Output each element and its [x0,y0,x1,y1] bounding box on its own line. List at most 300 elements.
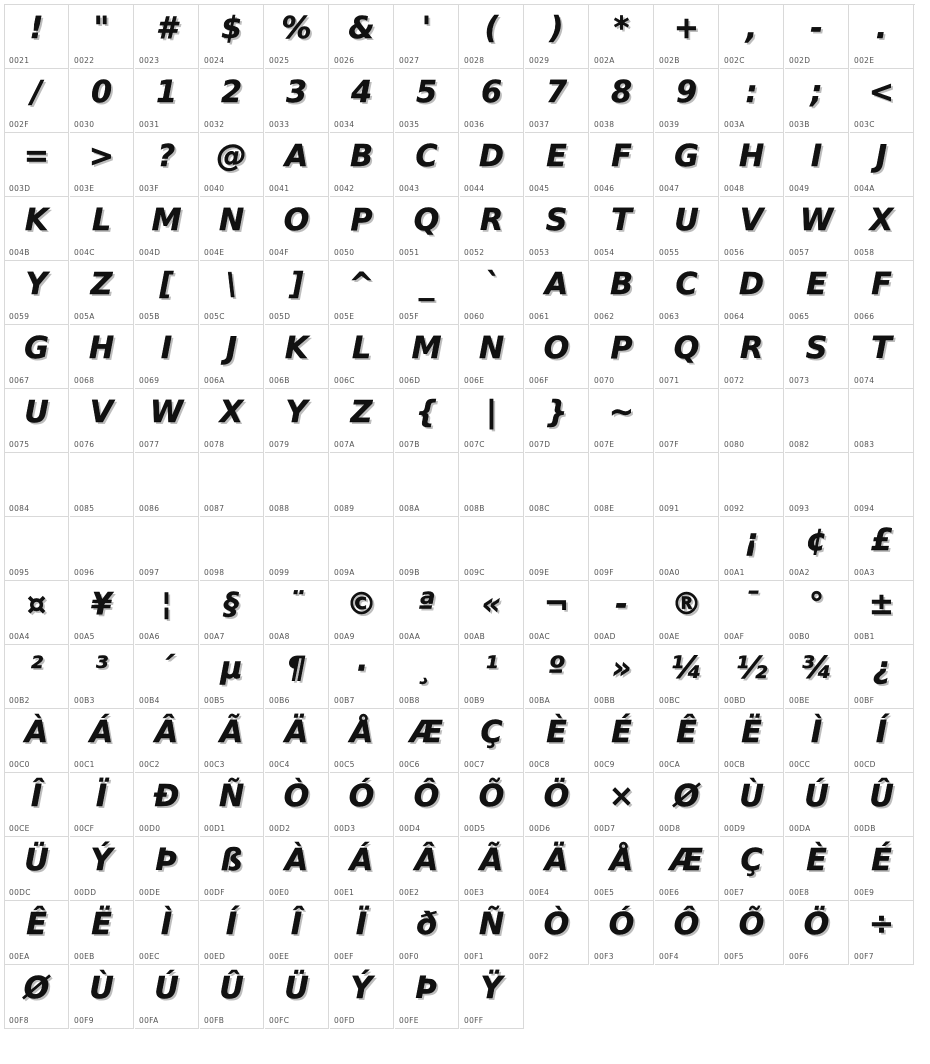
glyph-codepoint-label: 00C2 [139,760,160,769]
glyph-cell[interactable] [395,325,459,389]
glyph-cell[interactable] [330,453,394,517]
glyph-character: B [610,267,633,302]
glyph-character: ± [868,587,895,622]
glyph-cell[interactable] [785,389,849,453]
glyph-codepoint-label: 00ED [204,952,226,961]
glyph-cell[interactable] [5,517,69,581]
glyph-cell[interactable] [850,5,914,69]
glyph-cell[interactable] [460,453,524,517]
glyph-codepoint-label: 003C [854,120,875,129]
glyph-cell[interactable] [850,133,914,197]
glyph-cell[interactable] [200,965,264,1029]
glyph-codepoint-label: 0084 [9,504,30,513]
glyph-cell[interactable] [785,453,849,517]
glyph-cell[interactable] [265,901,329,965]
glyph-cell[interactable] [330,5,394,69]
glyph-cell[interactable] [460,581,524,645]
glyph-cell[interactable] [850,453,914,517]
glyph-codepoint-label: 0031 [139,120,160,129]
glyph-cell[interactable] [590,325,654,389]
glyph-cell[interactable] [395,901,459,965]
glyph-codepoint-label: 0057 [789,248,810,257]
glyph-cell[interactable] [785,5,849,69]
glyph-cell[interactable] [590,773,654,837]
glyph-cell[interactable] [655,645,719,709]
glyph-cell[interactable] [200,325,264,389]
glyph-codepoint-label: 00F2 [529,952,549,961]
glyph-cell[interactable] [720,5,784,69]
glyph-cell[interactable] [200,197,264,261]
glyph-codepoint-label: 0032 [204,120,225,129]
glyph-cell[interactable] [330,965,394,1029]
glyph-cell[interactable] [460,645,524,709]
glyph-cell[interactable] [200,69,264,133]
glyph-cell[interactable] [200,709,264,773]
glyph-codepoint-label: 00FB [204,1016,225,1025]
glyph-cell[interactable] [135,773,199,837]
glyph-cell[interactable] [135,965,199,1029]
glyph-codepoint-label: 00B3 [74,696,95,705]
glyph-cell[interactable] [720,133,784,197]
glyph-codepoint-label: 00F4 [659,952,679,961]
glyph-cell[interactable] [135,901,199,965]
glyph-cell[interactable] [525,901,589,965]
glyph-codepoint-label: 0027 [399,56,420,65]
glyph-cell[interactable] [850,773,914,837]
glyph-cell[interactable] [70,325,134,389]
glyph-codepoint-label: 00D4 [399,824,421,833]
glyph-cell[interactable] [525,261,589,325]
glyph-cell[interactable] [850,389,914,453]
glyph-character: , [745,11,758,46]
glyph-cell[interactable] [720,453,784,517]
glyph-character: Ù [739,779,764,814]
glyph-cell[interactable] [460,197,524,261]
glyph-character: Ÿ [480,971,503,1006]
glyph-cell[interactable] [135,709,199,773]
glyph-cell[interactable] [200,645,264,709]
glyph-codepoint-label: 0024 [204,56,225,65]
glyph-codepoint-label: 0066 [854,312,875,321]
glyph-cell[interactable] [5,197,69,261]
glyph-cell[interactable] [135,133,199,197]
glyph-character [395,519,458,563]
glyph-cell[interactable] [330,133,394,197]
glyph-codepoint-label: 006B [269,376,290,385]
glyph-codepoint-label: 0033 [269,120,290,129]
glyph-cell[interactable] [330,389,394,453]
glyph-cell[interactable] [850,517,914,581]
glyph-cell[interactable] [265,645,329,709]
glyph-codepoint-label: 0025 [269,56,290,65]
glyph-character: ß [220,843,243,878]
glyph-cell[interactable] [460,325,524,389]
glyph-cell[interactable] [525,197,589,261]
glyph-cell[interactable] [720,69,784,133]
glyph-cell[interactable] [785,69,849,133]
glyph-cell[interactable] [460,5,524,69]
glyph-cell[interactable] [135,517,199,581]
glyph-character: Á [349,843,374,878]
glyph-character: Û [219,971,244,1006]
glyph-character: K [284,331,309,366]
glyph-cell[interactable] [525,773,589,837]
glyph-cell[interactable] [265,453,329,517]
glyph-cell[interactable] [785,837,849,901]
glyph-cell[interactable] [265,581,329,645]
glyph-codepoint-label: 0074 [854,376,875,385]
glyph-cell[interactable] [265,197,329,261]
glyph-cell[interactable] [135,197,199,261]
glyph-cell[interactable] [330,901,394,965]
glyph-cell[interactable] [655,453,719,517]
glyph-cell[interactable] [785,133,849,197]
glyph-cell[interactable] [720,581,784,645]
glyph-cell[interactable] [525,389,589,453]
glyph-cell[interactable] [70,389,134,453]
glyph-codepoint-label: 00FF [464,1016,484,1025]
glyph-cell[interactable] [525,837,589,901]
glyph-cell[interactable] [5,325,69,389]
glyph-cell[interactable] [655,389,719,453]
glyph-cell[interactable] [200,5,264,69]
glyph-codepoint-label: 006A [204,376,225,385]
glyph-codepoint-label: 0041 [269,184,290,193]
glyph-cell[interactable] [395,261,459,325]
glyph-cell[interactable] [460,389,524,453]
glyph-cell[interactable] [330,69,394,133]
glyph-cell[interactable] [655,837,719,901]
glyph-cell[interactable] [5,133,69,197]
glyph-cell[interactable] [70,645,134,709]
glyph-cell[interactable] [720,709,784,773]
glyph-cell[interactable] [720,261,784,325]
glyph-cell[interactable] [330,773,394,837]
glyph-cell[interactable] [5,581,69,645]
glyph-cell[interactable] [525,325,589,389]
glyph-codepoint-label: 00C4 [269,760,290,769]
glyph-cell[interactable] [720,517,784,581]
glyph-cell[interactable] [330,581,394,645]
glyph-cell[interactable] [200,133,264,197]
glyph-cell[interactable] [265,517,329,581]
glyph-cell[interactable] [525,517,589,581]
glyph-character: $ [221,11,242,46]
glyph-cell[interactable] [655,197,719,261]
glyph-character: T [871,331,892,366]
glyph-codepoint-label: 0078 [204,440,225,449]
glyph-character: ¾ [800,651,833,686]
glyph-cell[interactable] [460,133,524,197]
glyph-cell[interactable] [395,69,459,133]
glyph-cell[interactable] [850,837,914,901]
glyph-character: A [284,139,309,174]
glyph-cell[interactable] [70,261,134,325]
glyph-cell[interactable] [265,325,329,389]
glyph-cell[interactable] [5,645,69,709]
glyph-cell[interactable] [460,773,524,837]
glyph-cell[interactable] [395,517,459,581]
glyph-cell[interactable] [70,517,134,581]
glyph-codepoint-label: 00DB [854,824,876,833]
glyph-codepoint-label: 0097 [139,568,160,577]
glyph-cell[interactable] [850,901,914,965]
glyph-codepoint-label: 0049 [789,184,810,193]
glyph-cell[interactable] [70,5,134,69]
glyph-cell[interactable] [590,901,654,965]
glyph-codepoint-label: 00AF [724,632,745,641]
glyph-cell[interactable] [70,69,134,133]
glyph-cell[interactable] [135,645,199,709]
glyph-cell[interactable] [70,965,134,1029]
glyph-cell[interactable] [460,901,524,965]
glyph-cell[interactable] [460,709,524,773]
glyph-codepoint-label: 00BB [594,696,616,705]
glyph-cell[interactable] [785,517,849,581]
glyph-character: Þ [155,843,178,878]
glyph-cell[interactable] [395,645,459,709]
glyph-cell[interactable] [395,133,459,197]
glyph-cell[interactable] [590,453,654,517]
glyph-cell[interactable] [70,581,134,645]
glyph-codepoint-label: 00F5 [724,952,744,961]
glyph-character: Ô [673,907,700,942]
glyph-cell[interactable] [785,901,849,965]
glyph-cell[interactable] [850,709,914,773]
glyph-cell[interactable] [655,773,719,837]
glyph-cell[interactable] [265,133,329,197]
glyph-cell[interactable] [460,69,524,133]
glyph-cell[interactable] [720,389,784,453]
glyph-cell[interactable] [785,581,849,645]
glyph-cell[interactable] [525,133,589,197]
glyph-cell[interactable] [265,709,329,773]
glyph-cell[interactable] [330,517,394,581]
glyph-cell[interactable] [655,69,719,133]
glyph-cell[interactable] [265,837,329,901]
glyph-cell[interactable] [70,773,134,837]
glyph-cell[interactable] [5,901,69,965]
glyph-character: Å [609,843,634,878]
glyph-cell[interactable] [330,709,394,773]
glyph-character: Ø [23,971,50,1006]
glyph-cell[interactable] [200,517,264,581]
glyph-cell[interactable] [5,453,69,517]
glyph-cell[interactable] [200,837,264,901]
glyph-cell[interactable] [395,453,459,517]
glyph-cell[interactable] [265,261,329,325]
glyph-cell[interactable] [5,261,69,325]
glyph-character: T [611,203,632,238]
glyph-cell[interactable] [330,325,394,389]
glyph-cell[interactable] [135,837,199,901]
glyph-cell[interactable] [460,517,524,581]
glyph-codepoint-label: 00D8 [659,824,681,833]
glyph-cell[interactable] [330,645,394,709]
glyph-cell[interactable] [460,261,524,325]
glyph-character: F [611,139,632,174]
glyph-cell[interactable] [395,389,459,453]
glyph-cell[interactable] [330,261,394,325]
glyph-cell[interactable] [460,965,524,1029]
glyph-character: R [739,331,764,366]
glyph-cell[interactable] [5,965,69,1029]
glyph-cell[interactable] [200,261,264,325]
glyph-cell[interactable] [655,581,719,645]
glyph-codepoint-label: 007D [529,440,551,449]
glyph-cell[interactable] [525,453,589,517]
glyph-cell[interactable] [590,133,654,197]
glyph-cell[interactable] [590,517,654,581]
glyph-cell[interactable] [785,645,849,709]
glyph-cell[interactable] [850,325,914,389]
glyph-cell[interactable] [265,965,329,1029]
glyph-cell[interactable] [785,197,849,261]
glyph-cell[interactable] [265,69,329,133]
glyph-cell[interactable] [460,837,524,901]
glyph-cell[interactable] [135,389,199,453]
glyph-cell[interactable] [785,261,849,325]
glyph-cell[interactable] [655,261,719,325]
glyph-character: / [31,75,42,110]
glyph-cell[interactable] [265,389,329,453]
glyph-cell[interactable] [70,837,134,901]
glyph-codepoint-label: 0050 [334,248,355,257]
glyph-cell[interactable] [330,837,394,901]
glyph-cell[interactable] [135,5,199,69]
glyph-character: Ü [24,843,49,878]
glyph-cell[interactable] [525,709,589,773]
glyph-cell[interactable] [200,389,264,453]
glyph-codepoint-label: 007E [594,440,615,449]
glyph-cell[interactable] [330,197,394,261]
glyph-cell[interactable] [135,69,199,133]
glyph-cell[interactable] [395,773,459,837]
glyph-cell[interactable] [395,837,459,901]
glyph-character: É [871,843,892,878]
glyph-cell[interactable] [850,645,914,709]
glyph-character: M [411,331,442,366]
glyph-cell[interactable] [590,261,654,325]
glyph-cell[interactable] [590,581,654,645]
glyph-character [525,455,588,499]
glyph-cell[interactable] [70,453,134,517]
glyph-cell[interactable] [5,837,69,901]
glyph-cell[interactable] [395,581,459,645]
glyph-codepoint-label: 00D3 [334,824,356,833]
glyph-cell[interactable] [850,581,914,645]
glyph-codepoint-label: 007F [659,440,679,449]
glyph-character: ¥ [91,587,112,622]
glyph-cell[interactable] [395,197,459,261]
glyph-character: 0 [91,75,112,110]
glyph-cell[interactable] [590,645,654,709]
glyph-character: X [219,395,244,430]
glyph-cell[interactable] [525,645,589,709]
glyph-cell[interactable] [135,581,199,645]
glyph-cell[interactable] [720,901,784,965]
glyph-cell[interactable] [5,709,69,773]
glyph-codepoint-label: 0079 [269,440,290,449]
glyph-cell[interactable] [200,901,264,965]
glyph-cell[interactable] [70,709,134,773]
glyph-codepoint-label: 0036 [464,120,485,129]
glyph-cell[interactable] [785,325,849,389]
glyph-cell[interactable] [200,453,264,517]
glyph-codepoint-label: 00EB [74,952,95,961]
glyph-cell[interactable] [655,709,719,773]
glyph-character: Î [290,907,303,942]
glyph-cell[interactable] [200,581,264,645]
glyph-cell[interactable] [785,773,849,837]
glyph-cell[interactable] [70,901,134,965]
glyph-cell[interactable] [70,133,134,197]
glyph-cell[interactable] [720,837,784,901]
glyph-character: Þ [415,971,438,1006]
glyph-cell[interactable] [720,645,784,709]
glyph-cell[interactable] [850,261,914,325]
glyph-codepoint-label: 006D [399,376,421,385]
glyph-cell[interactable] [655,5,719,69]
glyph-cell[interactable] [135,325,199,389]
glyph-cell[interactable] [525,581,589,645]
glyph-codepoint-label: 00CD [854,760,876,769]
glyph-codepoint-label: 00B7 [334,696,355,705]
glyph-codepoint-label: 008C [529,504,550,513]
glyph-cell[interactable] [655,133,719,197]
glyph-cell[interactable] [720,325,784,389]
glyph-cell[interactable] [5,69,69,133]
glyph-cell[interactable] [5,389,69,453]
glyph-character: À [284,843,309,878]
glyph-cell[interactable] [590,389,654,453]
glyph-cell[interactable] [5,773,69,837]
glyph-character: " [93,11,110,46]
glyph-character: Ä [544,843,569,878]
glyph-cell[interactable] [265,773,329,837]
glyph-cell[interactable] [720,773,784,837]
glyph-codepoint-label: 00F6 [789,952,809,961]
glyph-cell[interactable] [720,197,784,261]
glyph-cell[interactable] [590,197,654,261]
glyph-cell[interactable] [590,837,654,901]
glyph-cell[interactable] [590,5,654,69]
glyph-cell[interactable] [655,901,719,965]
glyph-cell[interactable] [70,197,134,261]
glyph-codepoint-label: 0080 [724,440,745,449]
glyph-cell[interactable] [655,517,719,581]
glyph-cell[interactable] [590,69,654,133]
glyph-character: « [481,587,502,622]
glyph-cell[interactable] [850,197,914,261]
glyph-cell[interactable] [395,965,459,1029]
glyph-codepoint-label: 0040 [204,184,225,193]
glyph-cell[interactable] [525,69,589,133]
glyph-cell[interactable] [590,709,654,773]
glyph-cell[interactable] [655,325,719,389]
glyph-cell[interactable] [265,5,329,69]
glyph-cell[interactable] [785,709,849,773]
glyph-cell[interactable] [395,709,459,773]
glyph-cell[interactable] [135,261,199,325]
glyph-cell[interactable] [5,5,69,69]
glyph-cell[interactable] [200,773,264,837]
glyph-codepoint-label: 00EA [9,952,30,961]
glyph-cell[interactable] [135,453,199,517]
glyph-cell[interactable] [395,5,459,69]
glyph-cell[interactable] [525,5,589,69]
glyph-cell[interactable] [850,69,914,133]
